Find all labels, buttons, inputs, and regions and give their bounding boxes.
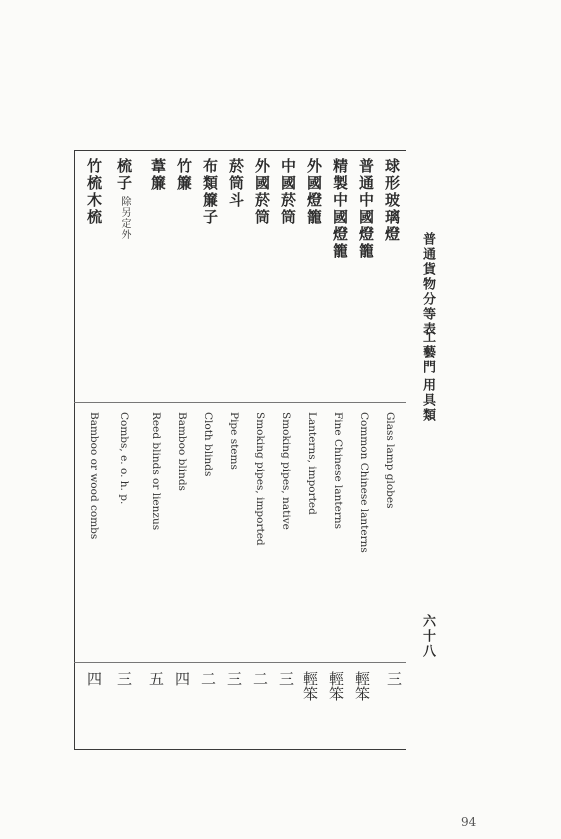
page-number-cn: 六十八 [420,614,435,659]
row-grade: 輕笨 [301,671,319,701]
cn-en-divider [74,402,406,403]
row-cn-text: 梳子 [115,158,133,192]
row-grade: 二 [199,671,217,686]
row-en: Smoking pipes, native [280,412,292,530]
row-grade: 三 [115,671,133,686]
table-title: 普通貨物分等表 [420,232,435,337]
row-en: Bamboo blinds [176,412,188,491]
row-cn: 精製中國燈籠 [331,158,349,260]
row-en: Combs, e. o. h. p. [118,412,130,505]
row-cn-note: 除另定外 [119,196,130,240]
row-cn: 布類簾子 [201,158,219,226]
category-name: 用具類 [420,378,435,423]
row-cn: 菸筒斗 [227,158,245,209]
row-grade: 五 [147,671,165,686]
row-en: Fine Chinese lanterns [332,412,344,530]
table-left-border [74,150,75,750]
row-en: Cloth blinds [202,412,214,477]
row-en: Lanterns, imported [306,412,318,515]
table-bottom-border [74,749,406,750]
row-en: Pipe stems [228,412,240,470]
row-en: Smoking pipes, imported [254,412,266,546]
row-grade: 三 [225,671,243,686]
row-cn [114,158,135,240]
section-name: 工藝門 [420,330,435,375]
row-cn: 球形玻璃燈 [383,158,401,243]
en-grade-divider [74,662,406,663]
row-cn: 外國燈籠 [305,158,323,226]
row-cn: 竹簾 [175,158,193,192]
row-en: Glass lamp globes [384,412,396,509]
row-cn: 普通中國燈籠 [357,158,375,260]
row-en: Bamboo or wood combs [88,412,100,540]
row-grade: 輕笨 [353,671,371,701]
row-grade: 三 [385,671,403,686]
row-cn: 葦簾 [149,158,167,192]
row-en: Reed blinds or lienzus [150,412,162,531]
table-top-border [74,150,406,151]
row-grade: 四 [85,671,103,686]
row-en: Common Chinese lanterns [358,412,370,553]
row-grade: 四 [173,671,191,686]
row-cn: 竹梳木梳 [85,158,103,226]
row-grade: 輕笨 [327,671,345,701]
page-number: 94 [461,815,477,829]
row-cn: 中國菸筒 [279,158,297,226]
row-grade: 二 [251,671,269,686]
row-cn: 外國菸筒 [253,158,271,226]
row-grade: 三 [277,671,295,686]
